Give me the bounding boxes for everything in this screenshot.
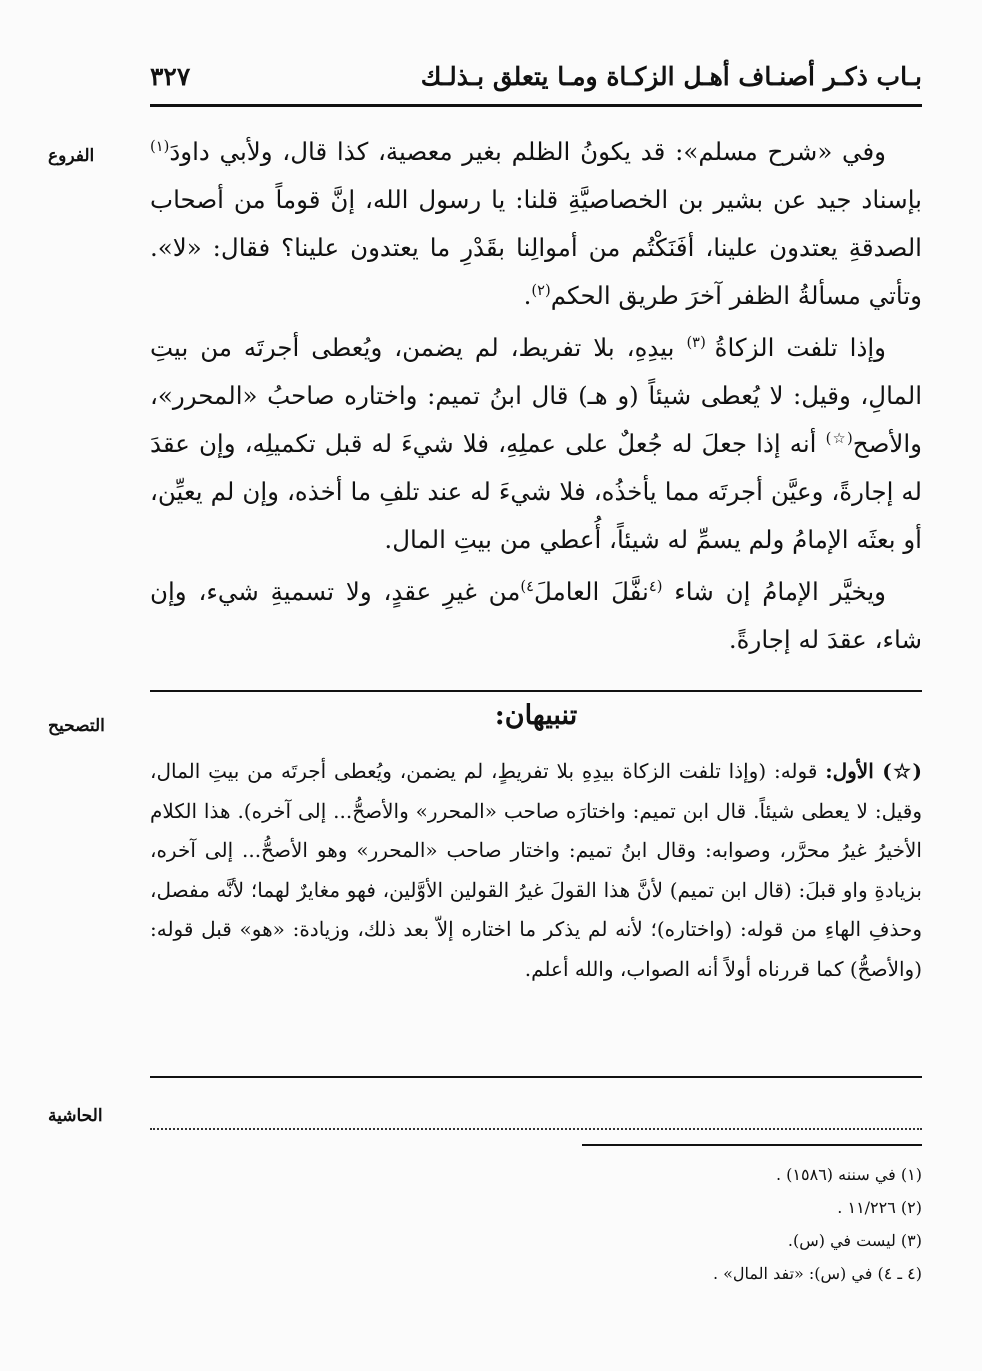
star-marker: (☆) <box>882 759 922 783</box>
paragraph-2 <box>150 324 922 564</box>
footnote-ref-4-open: (٤ <box>648 577 663 595</box>
page-number: ٣٢٧ <box>150 62 191 91</box>
p3-text-c: من غيرِ عقدٍ، ولا تسميةِ شيء، وإن شاء، عقدَ له إجارةً. <box>150 577 922 654</box>
p3-text-a: ويخيَّر الإمامُ إن شاء <box>662 577 886 606</box>
main-text <box>150 128 922 664</box>
p2-text-c: أنه إذا جعلَ له جُعلٌ على عملِهِ، فلا شيءَ له قبل تكميلِه، وإن عقدَ له إجارةً، وعيَّن أجرتَه مما يأخذُه، فلا شيءَ له عند تلفِ ما أخذه، وإن لم يعيِّن، أو بعثَه الإمامُ ولم يسمِّ له شيئاً، أُعطي من بيتِ المال. <box>150 429 922 554</box>
footnote-ref-4-close: ٤) <box>520 577 535 595</box>
tanbihan-body <box>150 752 922 989</box>
header-rule <box>150 104 922 107</box>
p3-text-b: نفَّلَ العاملَ <box>534 577 649 606</box>
footnote-3: (٣) ليست في (س). <box>787 1231 922 1250</box>
margin-label-furu: الفروع <box>48 146 95 166</box>
section-rule <box>150 690 922 692</box>
paragraph-3 <box>150 568 922 664</box>
footnotes <box>150 1158 922 1290</box>
footnote-1: (١) في سننه (١٥٨٦) . <box>775 1165 922 1184</box>
tashih-end-rule <box>150 1076 922 1078</box>
chapter-title: بـاب ذكـر أصنـاف أهـل الزكـاة ومـا يتعلق بـذلـك <box>420 62 922 91</box>
margin-label-tashih: التصحيح <box>48 716 105 736</box>
footnote-2: (٢) ١١/٢٢٦ . <box>837 1198 922 1217</box>
tanbihan-first-label: الأول: <box>825 759 883 783</box>
footnote-ref-3: (٣) <box>686 333 715 351</box>
footnote-4: (٤ ـ ٤) في (س): «تفد المال» . <box>712 1264 922 1283</box>
footnote-separator <box>582 1144 922 1146</box>
hashiya-dotted-line <box>150 1128 922 1130</box>
p1-text-a: وفي «شرح مسلم»: قد يكونُ الظلم بغير معصية، كذا قال، ولأبي داودَ <box>169 137 886 166</box>
tanbihan-text: قوله: (وإذا تلفت الزكاة بيدِهِ بلا تفريطٍ، لم يضمن، ويُعطى أجرتَه من بيتِ المال، وقيل: لا يعطى شيئاً. قال ابن تميم: واختارَه صاحب «المحرر» والأصحُّ... إلى آخره). هذا الكلام الأخيرُ غيرُ محرَّر، وصوابه: وقال ابنُ تميم: واختار صاحب «المحرر» وهو الأصحُّ... إلى آخره، بزيادةِ واو قبلَ: (قال ابن تميم) لأنَّ هذا القولَ غيرُ القولين الأوَّلين، فهو مغايرٌ لهما؛ لأنَّه مفصل، وحذفِ الهاءِ من قوله: (واختاره)؛ لأنه لم يذكر ما اختاره إلاّ بعد ذلك، وزيادة: «هو» قبل قوله: (والأصحُّ) كما قررناه أولاً أنه الصواب، والله أعلم. <box>150 759 922 981</box>
paragraph-1 <box>150 128 922 320</box>
p1-text-b: بإسناد جيد عن بشير بن الخصاصيَّةِ قلنا: يا رسول الله، إنَّ قوماً من أصحاب الصدقةِ يعتدون علينا، أفَنَكْتُم من أموالِنا بقَدْرِ ما يعتدون علينا؟ فقال: «لا». وتأتي مسألةُ الظفر آخرَ طريق الحكم <box>150 185 922 310</box>
footnote-ref-1: (١) <box>150 137 170 155</box>
p2-text-a: وإذا تلفت الزكاةُ <box>714 333 886 362</box>
margin-label-hashiya: الحاشية <box>48 1106 103 1126</box>
running-header <box>150 62 922 106</box>
footnote-ref-2: (٢) <box>531 281 551 299</box>
star-ref: (☆) <box>825 429 853 447</box>
p1-text-c: . <box>523 281 532 310</box>
tanbihan-paragraph <box>150 752 922 989</box>
p2-text-b: بيدِهِ، بلا تفريط، لم يضمن، ويُعطى أجرتَه من بيتِ المالِ، وقيل: لا يُعطى شيئاً (و هـ) قال ابنُ تميم: واختاره صاحبُ «المحرر»، والأصح <box>150 333 922 458</box>
tanbihan-title: تنبيهان: <box>494 700 578 731</box>
